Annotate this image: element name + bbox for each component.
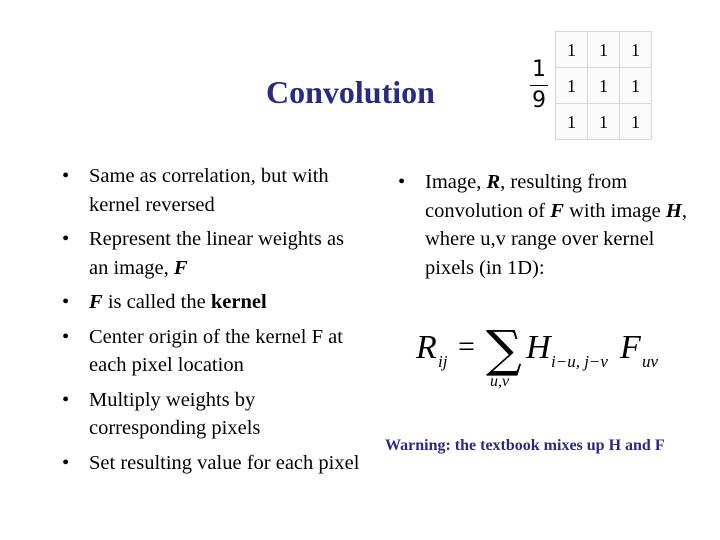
bullet-item [60,449,360,478]
kernel-cell: 1 [555,31,588,68]
formula-equals: = [458,330,475,363]
bullet-item [60,225,360,282]
warning-note: Warning: the textbook mixes up H and F [385,437,665,454]
bullet-text: with image [563,199,666,222]
bullet-text: F [173,256,188,279]
bullet-text: is called the [102,291,211,313]
kernel-cell: 1 [555,67,588,104]
formula-sum-sub: u,v [490,373,510,390]
bullet-item [60,386,360,443]
bullet-text: R [486,171,501,193]
formula-h-sub: i−u, j−v [551,352,608,371]
bullet-text: , resulting from convolution of [425,171,628,222]
bullet-text: Image, [425,171,487,193]
bullet-text: Set resulting value for each pixel [89,451,360,474]
kernel-scale-fraction [528,58,550,113]
bullet-item [60,288,360,317]
bullet-item [396,168,696,282]
kernel-cell: 1 [587,67,620,104]
kernel-cell: 1 [619,103,652,140]
kernel-cell: 1 [619,67,652,104]
bullet-text: Multiply weights by corresponding pixels [89,388,261,439]
convolution-formula [414,312,674,394]
kernel-cell: 1 [587,103,620,140]
left-bullet-list [60,162,360,483]
slide-title: Convolution [266,74,435,110]
fraction-denominator: 9 [532,88,546,113]
bullet-text: Same as correlation, but with kernel reversed [89,165,329,216]
kernel-cell: 1 [587,31,620,68]
fraction-bar [530,85,548,86]
bullet-text: F [89,291,103,313]
bullet-text: Represent the linear weights as an image, [89,228,345,279]
formula-r-sub: ij [438,352,448,371]
bullet-item [60,162,360,219]
right-bullet-list [396,168,696,288]
kernel-cell: 1 [619,31,652,68]
bullet-text: H [665,199,682,222]
bullet-text: kernel [210,291,267,313]
formula-r: R [416,329,437,366]
kernel-cell: 1 [555,103,588,140]
formula-f-sub: uv [642,352,659,371]
bullet-item [60,323,360,380]
formula-sum: ∑ [486,320,522,378]
formula-f: F [620,329,641,366]
fraction-numerator: 1 [532,57,546,82]
bullet-text: F [550,199,564,222]
kernel-grid [556,32,652,140]
formula-h: H [526,329,551,366]
bullet-text: , where u,v range over kernel pixels (in 1D): [425,199,687,279]
bullet-text: Center origin of the kernel F at each pixel location [89,325,343,376]
